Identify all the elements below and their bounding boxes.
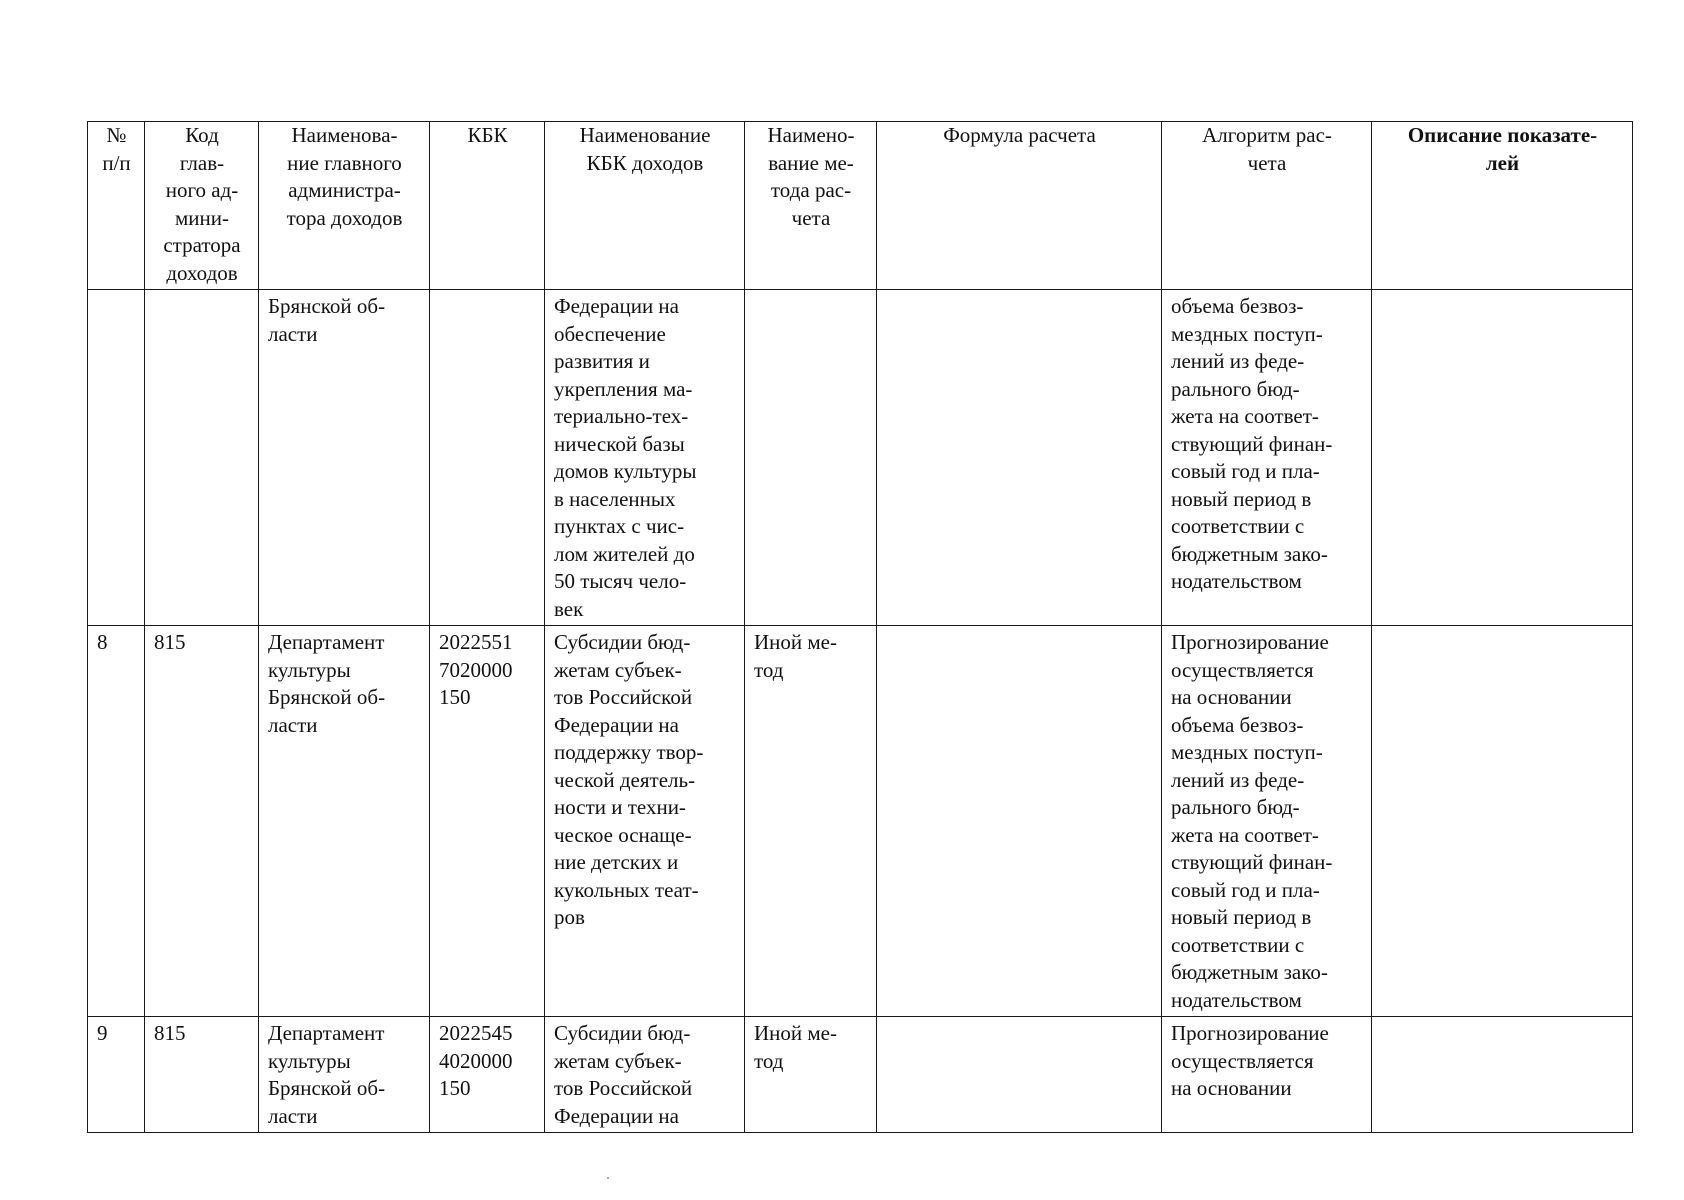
cell-method: Иной ме- тод — [745, 626, 877, 1017]
cell-admin-name: Департамент культуры Брянской об- ласти — [259, 626, 430, 1017]
header-admin-name: Наименова- ние главного администра- тора доходов — [259, 122, 430, 290]
revenue-forecast-table — [87, 121, 1633, 1133]
header-row-number: № п/п — [88, 122, 145, 290]
cell-method — [745, 290, 877, 626]
cell-admin-code — [145, 290, 259, 626]
cell-kbk-name: Федерации на обеспечение развития и укрепления ма- териально-тех- нической базы домов культуры в населенных пунктах с чис- лом жителей до 50 тысяч чело- век — [545, 290, 745, 626]
cell-number — [88, 290, 145, 626]
cell-kbk-name: Субсидии бюд- жетам субъек- тов Российской Федерации на — [545, 1017, 745, 1133]
table-row — [88, 290, 1633, 626]
cell-formula — [877, 626, 1162, 1017]
header-kbk: КБК — [430, 122, 545, 290]
cell-algorithm: Прогнозирование осуществляется на основании объема безвоз- мездных поступ- лений из феде- рального бюд- жета на соответ- ствующий финан- совый год и пла- новый период в соответствии с бюджетным зако- нодательством — [1162, 626, 1372, 1017]
table-row — [88, 1017, 1633, 1133]
table-row — [88, 626, 1633, 1017]
cell-kbk-name: Субсидии бюд- жетам субъек- тов Российской Федерации на поддержку твор- ческой деятель- ности и техни- ческое оснаще- ние детских и кукольных теат- ров — [545, 626, 745, 1017]
cell-formula — [877, 1017, 1162, 1133]
cell-admin-name: Брянской об- ласти — [259, 290, 430, 626]
cell-admin-name: Департамент культуры Брянской об- ласти — [259, 1017, 430, 1133]
cell-number: 9 — [88, 1017, 145, 1133]
cell-kbk: 2022551 7020000 150 — [430, 626, 545, 1017]
cell-admin-code: 815 — [145, 1017, 259, 1133]
cell-formula — [877, 290, 1162, 626]
cell-description — [1372, 626, 1633, 1017]
header-admin-code: Код глав- ного ад- мини- стратора доходов — [145, 122, 259, 290]
header-description: Описание показате- лей — [1372, 122, 1633, 290]
cell-description — [1372, 290, 1633, 626]
table-header-row — [88, 122, 1633, 290]
cell-kbk — [430, 290, 545, 626]
cell-algorithm: Прогнозирование осуществляется на основании — [1162, 1017, 1372, 1133]
cell-number: 8 — [88, 626, 145, 1017]
header-formula: Формула расчета — [877, 122, 1162, 290]
cell-kbk: 2022545 4020000 150 — [430, 1017, 545, 1133]
header-kbk-name: Наименование КБК доходов — [545, 122, 745, 290]
header-method-name: Наимено- вание ме- тода рас- чета — [745, 122, 877, 290]
cell-method: Иной ме- тод — [745, 1017, 877, 1133]
cell-admin-code: 815 — [145, 626, 259, 1017]
cell-algorithm: объема безвоз- мездных поступ- лений из феде- рального бюд- жета на соответ- ствующий финан- совый год и пла- новый период в соответствии с бюджетным зако- нодательством — [1162, 290, 1372, 626]
header-algorithm: Алгоритм рас- чета — [1162, 122, 1372, 290]
scan-speck — [607, 1177, 609, 1179]
cell-description — [1372, 1017, 1633, 1133]
